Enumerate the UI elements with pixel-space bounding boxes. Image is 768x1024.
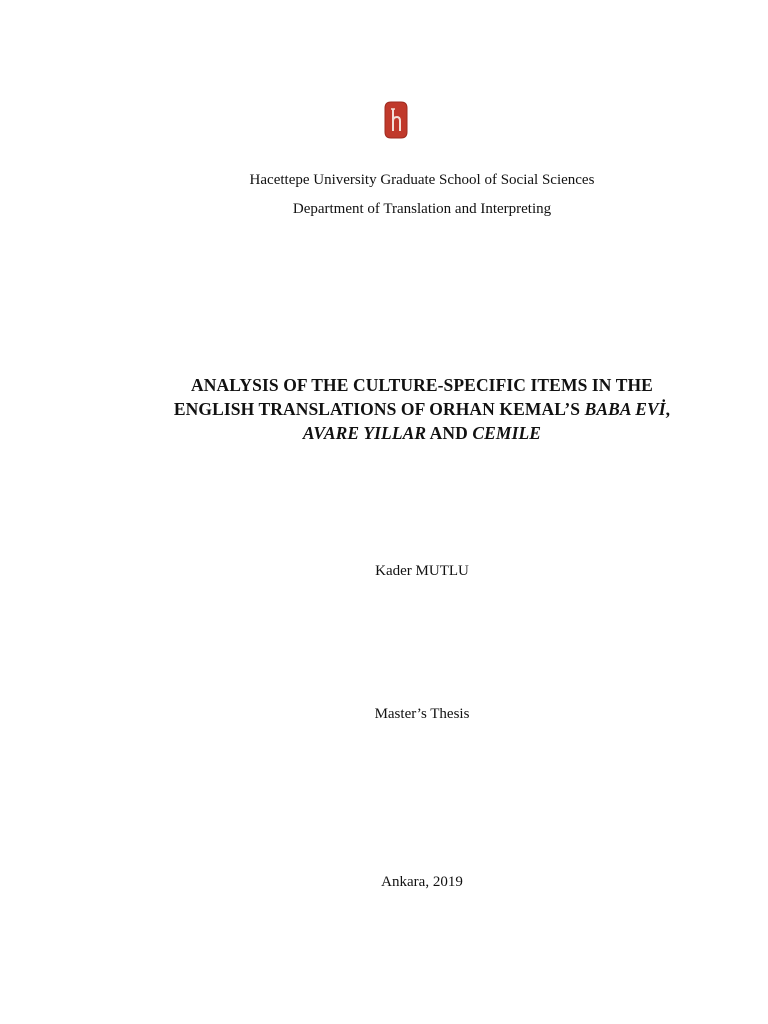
- university-logo-icon: [382, 100, 410, 140]
- title-book-avare-yillar: AVARE YILLAR: [302, 423, 427, 443]
- thesis-title-line-2: [0, 399, 768, 420]
- title-line-3-and: AND: [426, 423, 473, 443]
- department-name: Department of Translation and Interpreting: [292, 201, 552, 217]
- graduate-school-name: Hacettepe University Graduate School of Social Sciences: [249, 172, 595, 188]
- title-book-baba-evi: BABA EVİ: [584, 399, 666, 419]
- title-book-cemile: CEMILE: [472, 423, 542, 443]
- author-name: Kader MUTLU: [375, 563, 469, 579]
- thesis-title-line-1: ANALYSIS OF THE CULTURE-SPECIFIC ITEMS IN THE: [191, 375, 653, 395]
- degree-type: Master’s Thesis: [374, 706, 470, 722]
- place-and-year: Ankara, 2019: [381, 874, 463, 890]
- title-line-2-comma: ,: [665, 399, 671, 419]
- thesis-title-line-3: [0, 423, 768, 444]
- title-line-2-text: ENGLISH TRANSLATIONS OF ORHAN KEMAL’S: [173, 399, 585, 419]
